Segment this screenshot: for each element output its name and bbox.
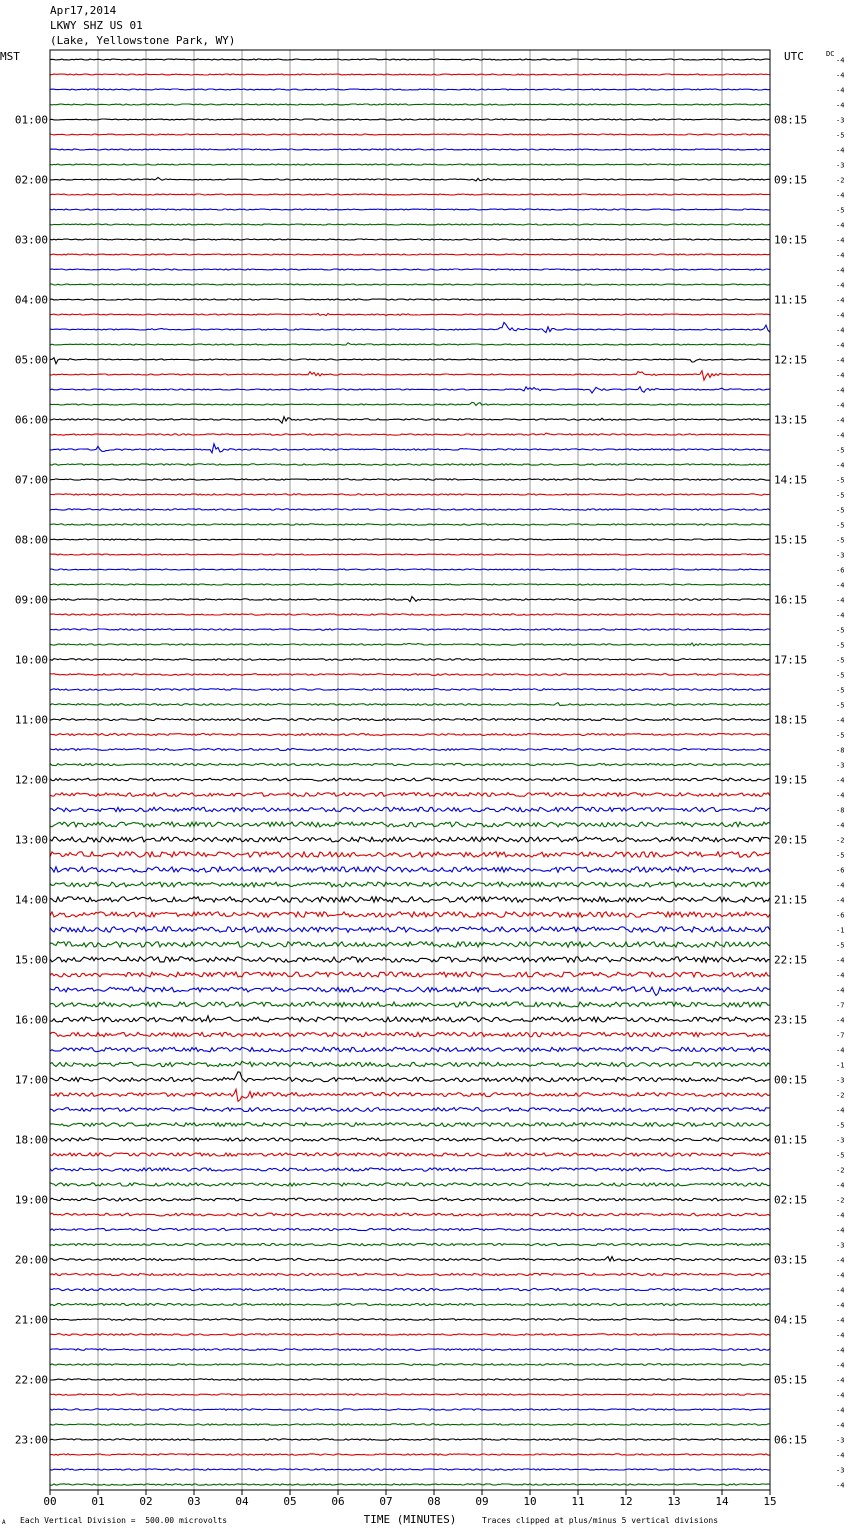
dc-offset-label: -4 [836, 1271, 845, 1280]
dc-offset-label: -1 [836, 926, 845, 935]
trace-line [50, 1153, 770, 1156]
dc-offset-label: -4 [836, 341, 845, 350]
right-hour-label: 19:15 [774, 773, 808, 787]
dc-offset-label: -4 [836, 416, 845, 425]
dc-offset-label: -5 [836, 131, 845, 140]
dc-offset-label: -6 [836, 566, 845, 575]
trace-line [50, 178, 770, 181]
x-tick-label-10: 10 [523, 1495, 537, 1508]
right-hour-label: 02:15 [774, 1193, 808, 1207]
dc-offset-label: -3 [836, 116, 845, 125]
left-hour-label: 19:00 [14, 1193, 48, 1207]
x-tick-label-07: 07 [379, 1495, 393, 1508]
dc-offset-label: -4 [836, 71, 845, 80]
trace-line [50, 912, 770, 917]
trace-line [50, 254, 770, 255]
dc-offset-label: -6 [836, 866, 845, 875]
trace-line [50, 957, 770, 962]
left-hour-label: 15:00 [14, 953, 48, 967]
trace-line [50, 659, 770, 661]
left-hour-label: 05:00 [14, 353, 48, 367]
x-tick-label-01: 01 [91, 1495, 105, 1508]
trace-line [50, 1409, 770, 1410]
trace-line [50, 1032, 770, 1036]
dc-offset-label: -4 [836, 1331, 845, 1340]
trace-line [50, 387, 770, 393]
trace-line [50, 614, 770, 615]
trace-line [50, 719, 770, 721]
trace-line [50, 194, 770, 195]
dc-offset-label: -4 [836, 86, 845, 95]
dc-offset-label: -4 [836, 191, 845, 200]
dc-offset-label: -5 [836, 1121, 845, 1130]
left-hour-label: 09:00 [14, 593, 48, 607]
right-hour-label: 04:15 [774, 1313, 808, 1327]
right-hour-label: 10:15 [774, 233, 808, 247]
trace-line [50, 629, 770, 630]
trace-line [50, 852, 770, 857]
dc-offset-label: -5 [836, 941, 845, 950]
trace-line [50, 554, 770, 555]
trace-line [50, 674, 770, 676]
trace-line [50, 1198, 770, 1201]
dc-offset-label: -4 [836, 1046, 845, 1055]
dc-offset-label: -4 [836, 1481, 845, 1490]
right-hour-label: 05:15 [774, 1373, 808, 1387]
x-tick-label-08: 08 [427, 1495, 441, 1508]
dc-offset-label: -4 [836, 1286, 845, 1295]
left-hour-label: 02:00 [14, 173, 48, 187]
x-tick-label-11: 11 [571, 1495, 585, 1508]
dc-offset-label: -7 [836, 1031, 845, 1040]
trace-line [50, 793, 770, 797]
trace-line [50, 1303, 770, 1305]
x-axis-label: TIME (MINUTES) [363, 1513, 457, 1526]
right-hour-label: 21:15 [774, 893, 808, 907]
x-tick-label-06: 06 [331, 1495, 345, 1508]
dc-offset-label: -4 [836, 236, 845, 245]
trace-line [50, 1319, 770, 1321]
x-tick-label-14: 14 [715, 1495, 729, 1508]
x-tick-label-15: 15 [763, 1495, 777, 1508]
trace-line [50, 867, 770, 872]
trace-line [50, 1379, 770, 1380]
trace-line [50, 1273, 770, 1275]
left-hour-label: 23:00 [14, 1433, 48, 1447]
right-hour-label: 06:15 [774, 1433, 808, 1447]
dc-offset-label: -4 [836, 326, 845, 335]
trace-line [50, 763, 770, 765]
trace-line [50, 358, 770, 364]
dc-offset-label: -4 [836, 311, 845, 320]
trace-line [50, 778, 770, 781]
left-hour-label: 11:00 [14, 713, 48, 727]
left-hour-label: 12:00 [14, 773, 48, 787]
trace-line [50, 897, 770, 902]
dc-offset-label: -3 [836, 1436, 845, 1445]
trace-line [50, 313, 770, 315]
left-hour-label: 16:00 [14, 1013, 48, 1027]
trace-line [50, 89, 770, 90]
dc-offset-label: -5 [836, 686, 845, 695]
trace-line [50, 134, 770, 135]
dc-offset-label: -4 [836, 101, 845, 110]
left-hour-label: 20:00 [14, 1253, 48, 1267]
trace-line [50, 822, 770, 827]
header-location: (Lake, Yellowstone Park, WY) [50, 34, 236, 47]
trace-line [50, 284, 770, 285]
right-hour-label: 15:15 [774, 533, 808, 547]
trace-line [50, 1394, 770, 1395]
dc-offset-label: -5 [836, 671, 845, 680]
right-hour-label: 22:15 [774, 953, 808, 967]
trace-line [50, 104, 770, 105]
trace-line [50, 807, 770, 811]
dc-offset-label: -4 [836, 461, 845, 470]
x-tick-label-13: 13 [667, 1495, 681, 1508]
trace-line [50, 299, 770, 300]
trace-line [50, 343, 770, 345]
trace-line [50, 269, 770, 270]
dc-offset-label: -5 [836, 521, 845, 530]
dc-offset-label: -4 [836, 971, 845, 980]
trace-line [50, 164, 770, 165]
trace-line [50, 972, 770, 977]
trace-line [50, 239, 770, 240]
trace-line [50, 1047, 770, 1051]
dc-offset-label: -8 [836, 746, 845, 755]
dc-offset-label: -3 [836, 1241, 845, 1250]
trace-line [50, 74, 770, 75]
right-hour-label: 13:15 [774, 413, 808, 427]
minute-gridlines [50, 50, 770, 1495]
dc-offset-label: -4 [836, 596, 845, 605]
trace-line [50, 1108, 770, 1112]
trace-line [50, 1123, 770, 1127]
dc-offset-label: -4 [836, 956, 845, 965]
left-hour-label: 03:00 [14, 233, 48, 247]
dc-offset-label: -6 [836, 911, 845, 920]
trace-line [50, 1349, 770, 1351]
dc-offset-label: -5 [836, 506, 845, 515]
right-hour-label: 14:15 [774, 473, 808, 487]
left-hour-label: 14:00 [14, 893, 48, 907]
trace-line [50, 1016, 770, 1022]
seismic-traces [50, 59, 770, 1485]
trace-line [50, 597, 770, 602]
trace-line [50, 689, 770, 691]
right-hour-label: 00:15 [774, 1073, 808, 1087]
right-hour-label: 11:15 [774, 293, 808, 307]
trace-line [50, 987, 770, 996]
trace-line [50, 1183, 770, 1186]
dc-offset-label: -2 [836, 836, 845, 845]
dc-offset-label: -4 [836, 356, 845, 365]
trace-line [50, 734, 770, 736]
right-hour-label: 16:15 [774, 593, 808, 607]
dc-offset-label: -4 [836, 266, 845, 275]
dc-offset-label: -4 [836, 146, 845, 155]
dc-offset-label: -2 [836, 1091, 845, 1100]
x-tick-label-00: 00 [43, 1495, 57, 1508]
dc-offset-label: -4 [836, 371, 845, 380]
x-tick-label-05: 05 [283, 1495, 297, 1508]
trace-line [50, 444, 770, 453]
dc-offset-label: -5 [836, 1151, 845, 1160]
right-hour-label: 17:15 [774, 653, 808, 667]
trace-line [50, 1257, 770, 1262]
dc-offset-label: -4 [836, 296, 845, 305]
trace-line [50, 209, 770, 210]
right-hour-label: 18:15 [774, 713, 808, 727]
dc-offset-label: -4 [836, 821, 845, 830]
left-timezone-label: MST [0, 50, 20, 63]
left-hour-label: 08:00 [14, 533, 48, 547]
trace-line [50, 59, 770, 60]
trace-line [50, 524, 770, 525]
trace-line [50, 433, 770, 435]
trace-line [50, 1334, 770, 1336]
dc-offset-label: -3 [836, 1076, 845, 1085]
dc-offset-label: -4 [836, 281, 845, 290]
footer-mark: A [2, 1519, 6, 1526]
trace-line [50, 569, 770, 570]
footer-scale-note: Each Vertical Division = 500.00 microvolts [20, 1516, 228, 1525]
trace-line [50, 371, 770, 380]
trace-line [50, 1228, 770, 1230]
dc-offset-label: -4 [836, 431, 845, 440]
right-hour-label: 03:15 [774, 1253, 808, 1267]
dc-offset-label: -4 [836, 881, 845, 890]
x-tick-label-04: 04 [235, 1495, 249, 1508]
dc-offset-label: -5 [836, 476, 845, 485]
trace-line [50, 1089, 770, 1101]
dc-offset-label: -4 [836, 1181, 845, 1190]
dc-offset-label: -4 [836, 1376, 845, 1385]
dc-offset-label: -4 [836, 401, 845, 410]
dc-offset-label: -2 [836, 176, 845, 185]
dc-offset-label: -7 [836, 1001, 845, 1010]
right-hour-label: 01:15 [774, 1133, 808, 1147]
trace-line [50, 1138, 770, 1141]
left-hour-label: 17:00 [14, 1073, 48, 1087]
trace-line [50, 942, 770, 947]
dc-offset-label: -4 [836, 1421, 845, 1430]
trace-line [50, 927, 770, 932]
left-hour-label: 04:00 [14, 293, 48, 307]
dc-offset-label: -4 [836, 1391, 845, 1400]
x-tick-label-12: 12 [619, 1495, 633, 1508]
trace-line [50, 1469, 770, 1470]
dc-offset-label: -4 [836, 611, 845, 620]
dc-offset-label: -3 [836, 761, 845, 770]
trace-line [50, 417, 770, 424]
trace-line [50, 224, 770, 225]
trace-line [50, 749, 770, 751]
trace-line [50, 1484, 770, 1485]
trace-line [50, 509, 770, 510]
left-hour-label: 06:00 [14, 413, 48, 427]
dc-offset-label: -4 [836, 1451, 845, 1460]
trace-line [50, 837, 770, 842]
dc-offset-label: -5 [836, 491, 845, 500]
left-hour-label: 10:00 [14, 653, 48, 667]
trace-line [50, 464, 770, 465]
dc-offset-label: -4 [836, 776, 845, 785]
dc-offset-label: -4 [836, 986, 845, 995]
trace-line [50, 1002, 770, 1007]
dc-offset-label: -4 [836, 1226, 845, 1235]
right-hour-label: 20:15 [774, 833, 808, 847]
right-hour-label: 23:15 [774, 1013, 808, 1027]
dc-offset-label: -4 [836, 791, 845, 800]
dc-offset-label: -5 [836, 851, 845, 860]
trace-line [50, 1072, 770, 1082]
trace-line [50, 322, 770, 332]
dc-offset-label: -5 [836, 446, 845, 455]
x-tick-label-03: 03 [187, 1495, 201, 1508]
dc-offset-label: -4 [836, 896, 845, 905]
left-hour-label: 22:00 [14, 1373, 48, 1387]
dc-offset-label: -3 [836, 1466, 845, 1475]
dc-offset-label: -4 [836, 251, 845, 260]
trace-line [50, 539, 770, 540]
dc-offset-label: -4 [836, 1106, 845, 1115]
trace-line [50, 882, 770, 887]
dc-offset-label: -5 [836, 656, 845, 665]
trace-line [50, 494, 770, 495]
dc-offset-label: -5 [836, 641, 845, 650]
dc-offset-label: -4 [836, 1211, 845, 1220]
dc-offset-label: -8 [836, 806, 845, 815]
dc-offset-label: -5 [836, 536, 845, 545]
trace-line [50, 119, 770, 120]
dc-offset-label: -5 [836, 731, 845, 740]
right-hour-label: 12:15 [774, 353, 808, 367]
right-hour-label: 09:15 [774, 173, 808, 187]
dc-offset-label: -4 [836, 1346, 845, 1355]
dc-offset-label: -4 [836, 386, 845, 395]
dc-offset-label: -4 [836, 56, 845, 65]
trace-line [50, 1454, 770, 1455]
left-hour-label: 01:00 [14, 113, 48, 127]
trace-line [50, 1439, 770, 1440]
right-hour-label: 08:15 [774, 113, 808, 127]
dc-offset-label: -3 [836, 551, 845, 560]
dc-offset-label: -1 [836, 1061, 845, 1070]
dc-offset-label: -2 [836, 1166, 845, 1175]
trace-line [50, 402, 770, 405]
dc-offset-label: -5 [836, 626, 845, 635]
trace-line [50, 1288, 770, 1290]
dc-offset-label: -4 [836, 581, 845, 590]
trace-line [50, 149, 770, 150]
footer-clip-note: Traces clipped at plus/minus 5 vertical divisions [482, 1516, 719, 1525]
dc-offset-label: -5 [836, 701, 845, 710]
left-hour-label: 07:00 [14, 473, 48, 487]
left-hour-label: 13:00 [14, 833, 48, 847]
dc-offset-label: -4 [836, 1406, 845, 1415]
dc-label: DC [826, 50, 835, 58]
trace-line [50, 1168, 770, 1171]
dc-offset-label: -4 [836, 1301, 845, 1310]
header-date: Apr17,2014 [50, 4, 117, 17]
dc-offset-label: -4 [836, 1256, 845, 1265]
dc-offset-label: -5 [836, 206, 845, 215]
left-hour-label: 21:00 [14, 1313, 48, 1327]
trace-line [50, 479, 770, 480]
dc-offset-label: -4 [836, 1016, 845, 1025]
trace-line [50, 1061, 770, 1066]
dc-offset-label: -2 [836, 1196, 845, 1205]
dc-offset-label: -4 [836, 716, 845, 725]
trace-line [50, 1213, 770, 1216]
left-hour-label: 18:00 [14, 1133, 48, 1147]
x-tick-label-02: 02 [139, 1495, 153, 1508]
dc-offset-label: -4 [836, 221, 845, 230]
dc-offset-label: -3 [836, 161, 845, 170]
trace-line [50, 1243, 770, 1245]
header-station: LKWY SHZ US 01 [50, 19, 143, 32]
right-timezone-label: UTC [784, 50, 804, 63]
x-tick-label-09: 09 [475, 1495, 489, 1508]
trace-line [50, 584, 770, 585]
dc-offset-label: -4 [836, 1361, 845, 1370]
trace-line [50, 1364, 770, 1366]
trace-line [50, 643, 770, 646]
trace-line [50, 1424, 770, 1425]
dc-offset-label: -4 [836, 1316, 845, 1325]
dc-offset-label: -3 [836, 1136, 845, 1145]
trace-line [50, 703, 770, 706]
